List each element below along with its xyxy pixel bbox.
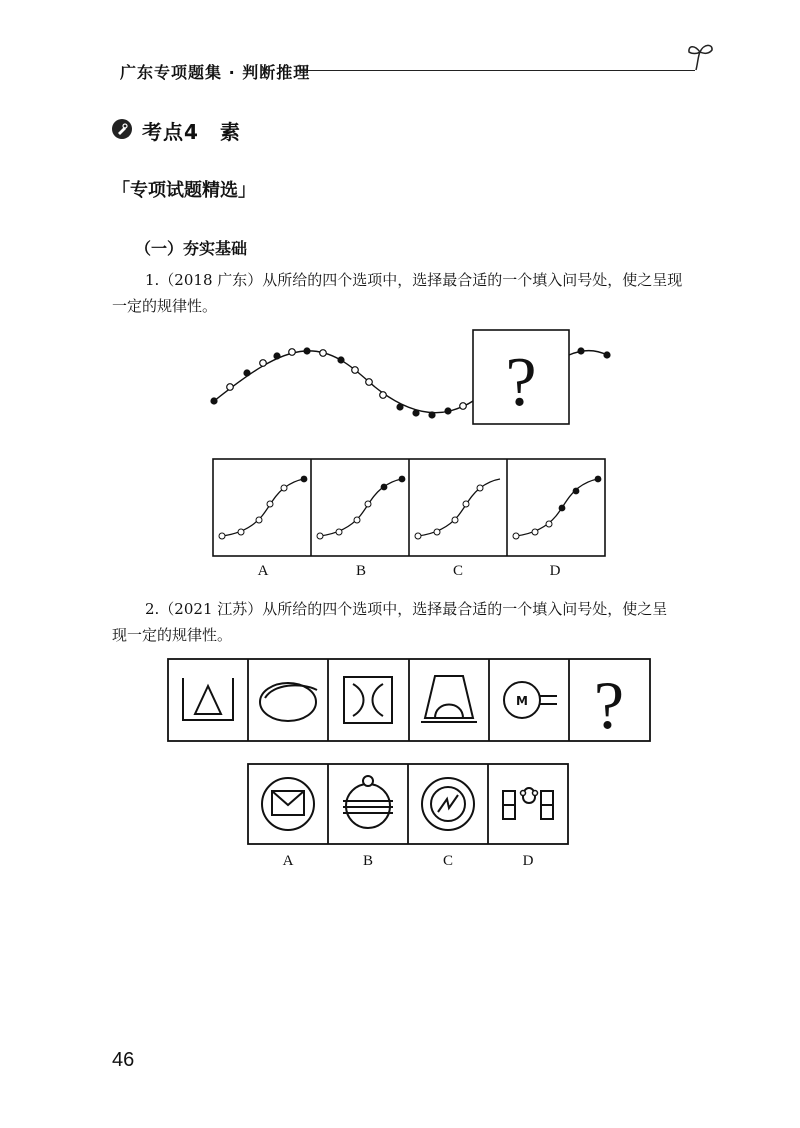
q2-option-label-b: B	[362, 853, 373, 869]
question-1-line1: 1.（2018 广东）从所给的四个选项中，选择最合适的一个填入问号处，使之呈现	[145, 271, 683, 289]
stem-dot	[210, 347, 466, 418]
pencil-badge-icon	[112, 119, 132, 139]
question-1-line2: 一定的规律性。	[112, 297, 218, 315]
question-mark: ?	[505, 344, 537, 421]
header-rule	[300, 70, 695, 71]
question-mark: ?	[593, 667, 625, 743]
q2-option-label-d: D	[522, 853, 534, 869]
sprout-icon	[686, 40, 716, 72]
q1-option-label-c: C	[452, 563, 463, 579]
subsubsection-title: （一）夯实基础	[135, 239, 248, 258]
page-number: 46	[112, 1049, 135, 1071]
q2-option-label-c: C	[442, 853, 453, 869]
question-1-stem-figure	[205, 325, 625, 430]
question-2-stem-figure	[167, 658, 651, 743]
question-2-text	[112, 596, 712, 648]
q1-option-label-d: D	[549, 563, 561, 579]
question-2-line1: 2.（2021 江苏）从所给的四个选项中，选择最合适的一个填入问号处，使之呈	[145, 600, 668, 618]
q2-option-label-a: A	[282, 853, 294, 869]
question-1-options	[212, 458, 606, 558]
question-1-text	[112, 267, 712, 319]
q1-option-label-a: A	[257, 563, 269, 579]
running-header-title: 广东专项题集 · 判断推理	[120, 63, 311, 82]
q1-option-label-b: B	[355, 563, 366, 579]
question-2-line2: 现一定的规律性。	[112, 626, 233, 644]
svg-text:M: M	[516, 694, 528, 708]
section-title: 考点4 素	[142, 120, 241, 144]
subsection-title: 「专项试题精选」	[112, 180, 256, 201]
question-2-options	[247, 763, 569, 846]
